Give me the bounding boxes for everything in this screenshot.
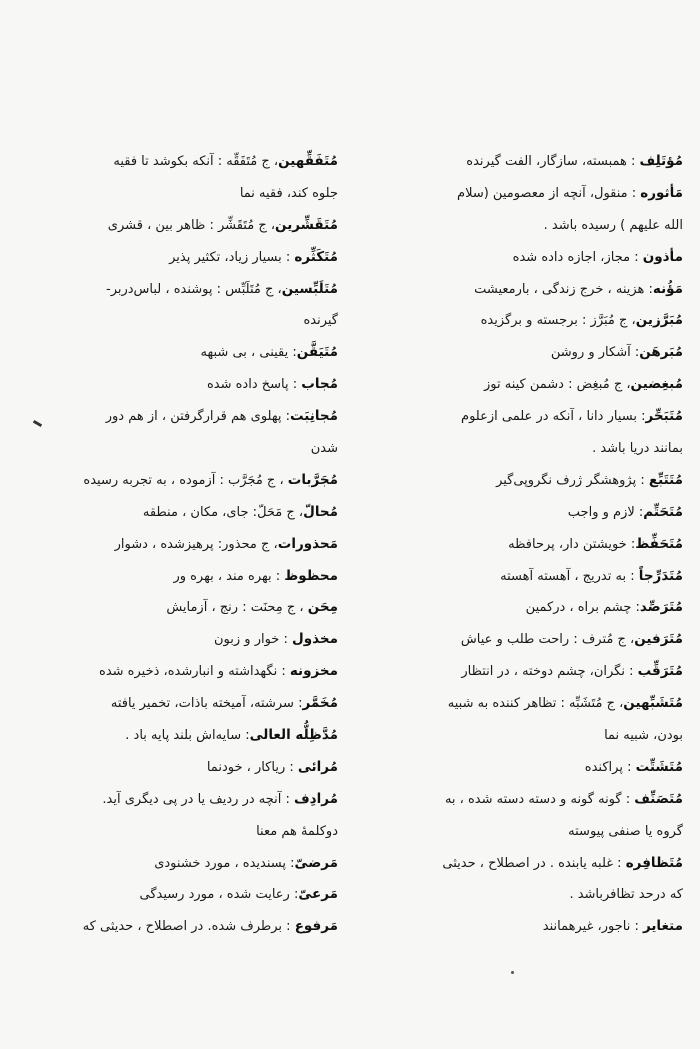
glossary-line (348, 879, 683, 911)
glossary-term: مُرائی (297, 758, 338, 775)
glossary-line (18, 369, 338, 401)
glossary-definition: : غلبه یابنده . در اصطلاح ، حدیثی (442, 855, 626, 871)
glossary-term: مُتَرَفین (634, 631, 683, 648)
glossary-definition: : آنچه در ردیف یا در پی دیگری آید. (102, 791, 294, 807)
glossary-line (348, 337, 683, 369)
glossary-term: مُبَرهَن (639, 344, 683, 361)
glossary-term: مُبغِضین (630, 376, 683, 393)
glossary-definition: : سرشته، آمیخته باذات، تخمیر یافته (110, 696, 303, 712)
glossary-line (18, 210, 338, 242)
glossary-line (348, 720, 683, 752)
glossary-term: مُجَرَّبات (287, 471, 338, 488)
glossary-term: مُتَتَبِّع (648, 471, 683, 488)
glossary-line (18, 337, 338, 369)
glossary-line (348, 274, 683, 306)
glossary-term: مُتَبَحِّر (645, 408, 683, 425)
glossary-line (348, 784, 683, 816)
glossary-definition: : پهلوی هم قرارگرفتن ، از هم دور (105, 409, 290, 425)
glossary-term: مُحالّ (303, 503, 338, 520)
glossary-line (348, 688, 683, 720)
glossary-definition: گیرنده (303, 313, 338, 329)
glossary-line (18, 592, 338, 624)
glossary-term: مَرفوع (294, 918, 338, 935)
glossary-line (348, 529, 683, 561)
glossary-line (348, 911, 683, 943)
glossary-line (348, 401, 683, 433)
glossary-definition: : آشکار و روشن (550, 345, 640, 361)
glossary-term: مأذون (642, 248, 683, 265)
glossary-line (18, 178, 338, 210)
glossary-term: متغایر (642, 918, 683, 935)
glossary-term: مُتَیَقَّن (296, 344, 338, 361)
glossary-line (18, 624, 338, 656)
glossary-definition: : یقینی ، بی شبهه (200, 345, 297, 361)
glossary-definition: : نگهداشته و انبارشده، ذخیره شده (99, 664, 290, 680)
glossary-definition: : بسیار دانا ، آنکه در علمی ازعلوم (461, 409, 646, 425)
glossary-term: مُتَرَقِّب (637, 663, 683, 680)
glossary-definition: ، ج مَحَلّ: جای، مکان ، منطقه (142, 504, 304, 520)
glossary-line (18, 656, 338, 688)
glossary-definition: ، ج مُبغِض : دشمن کینه توز (483, 377, 631, 393)
glossary-line (18, 465, 338, 497)
glossary-line (18, 242, 338, 274)
glossary-line (348, 624, 683, 656)
glossary-term: مَرضیّ (294, 854, 338, 871)
glossary-line (18, 274, 338, 306)
glossary-line (348, 561, 683, 593)
glossary-line (18, 497, 338, 529)
glossary-definition: : بهره مند ، بهره ور (173, 568, 285, 584)
glossary-line (348, 592, 683, 624)
glossary-line (348, 848, 683, 880)
glossary-line (18, 720, 338, 752)
glossary-definition: ، ج مُترف : راحت طلب و عیاش (460, 632, 635, 648)
glossary-definition: : پژوهشگر ژرف نگروپی‌گیر (496, 472, 649, 488)
glossary-definition: که درحد تظافرباشد . (569, 887, 683, 903)
glossary-term: مَحذورات (277, 535, 338, 552)
glossary-definition: : مجاز، اجازه داده شده (512, 249, 643, 265)
glossary-line (348, 816, 683, 848)
glossary-line (348, 497, 683, 529)
glossary-definition: جلوه کند، فقیه نما (239, 185, 338, 201)
glossary-definition: : لازم و واجب (567, 504, 644, 520)
glossary-term: مُتَدَرِّجاً (638, 567, 683, 584)
glossary-definition: : منقول، آنچه از معصومین (سلام (457, 185, 641, 201)
glossary-definition: : پسندیده ، مورد خشنودی (154, 855, 295, 871)
glossary-line (18, 401, 338, 433)
glossary-line (18, 305, 338, 337)
glossary-term: مَؤُنه (652, 280, 683, 297)
glossary-definition: : ریاکار ، خودنما (206, 759, 298, 775)
glossary-term: مُجانِبَت (289, 408, 338, 425)
glossary-line (18, 879, 338, 911)
glossary-definition: : چشم براه ، درکمین (525, 600, 640, 616)
glossary-term: مُتَشَتِّت (635, 758, 683, 775)
glossary-line (18, 752, 338, 784)
glossary-line (18, 816, 338, 848)
glossary-definition: دوکلمهٔ هم معنا (256, 823, 338, 839)
glossary-definition: : خوار و زبون (214, 632, 292, 648)
glossary-definition: : ناجور، غیرهمانند (542, 919, 643, 935)
glossary-term: مُخَمَّر (302, 695, 338, 712)
glossary-line (18, 784, 338, 816)
glossary-term: مُرادِف (294, 790, 338, 807)
glossary-definition: : خویشتن دار، پرحافظه (508, 536, 636, 552)
glossary-definition: گروه یا صنفی پیوسته (568, 823, 683, 839)
glossary-line (18, 688, 338, 720)
glossary-term: مخذول (292, 631, 338, 648)
glossary-definition: الله علیهم ) رسیده باشد . (543, 217, 683, 233)
glossary-definition: بمانند دریا باشد . (592, 441, 683, 457)
glossary-line (348, 369, 683, 401)
glossary-line (18, 561, 338, 593)
glossary-definition: ، ج مِحنَت : رنج ، آزمایش (166, 600, 308, 616)
glossary-term: مَأثوره (640, 184, 683, 201)
glossary-definition: : بسیار زیاد، تکثیر پذیر (169, 249, 295, 265)
glossary-column-right (348, 146, 683, 943)
page-dot (511, 971, 514, 974)
glossary-definition: : پراکنده (584, 759, 636, 775)
glossary-term: مُتَفَقِّهین (278, 153, 338, 169)
glossary-term: مُتَقَشِّرین (275, 216, 338, 233)
glossary-definition: ، ج مُبَرَّز : برجسته و برگزیده (480, 313, 636, 329)
glossary-definition: بودن، شبیه نما (604, 728, 683, 744)
glossary-definition: شدن (310, 441, 338, 457)
glossary-definition: ، ج مُتَفَقِّه : آنکه بکوشد تا فقیه (113, 154, 279, 169)
glossary-line (348, 305, 683, 337)
glossary-definition: : گونه گونه و دسته دسته شده ، به (444, 791, 635, 807)
glossary-definition: : همبسته، سازگار، الفت گیرنده (466, 154, 640, 169)
glossary-line (348, 656, 683, 688)
glossary-term: مُتَکَثِّره (294, 248, 338, 265)
glossary-term: مُتَحَفِّظ (635, 535, 683, 552)
glossary-definition: ، ج مُتَقَشِّر : ظاهر بین ، قشری (107, 217, 276, 233)
glossary-definition: : برطرف شده. در اصطلاح ، حدیثی که (82, 919, 295, 935)
glossary-line (18, 529, 338, 561)
glossary-term: مخزونه (289, 663, 338, 680)
glossary-term: مُدَّظِلُّه العالی (249, 727, 338, 744)
glossary-term: مُتَظافِره (625, 854, 683, 871)
glossary-line (18, 146, 338, 178)
glossary-term: مُؤتَلِف (639, 153, 683, 169)
glossary-term: مَرعیّ (298, 886, 338, 903)
glossary-term: مُبَرَّزین (635, 312, 683, 329)
glossary-definition: : نگران، چشم دوخته ، در انتظار (461, 664, 638, 680)
glossary-definition: ، ج محذور: پرهیزشده ، دشوار (114, 536, 278, 552)
glossary-column-left (18, 146, 338, 943)
glossary-definition: ، ج مُتَلَبِّس : پوشنده ، لباس‌دربر- (106, 281, 282, 297)
glossary-definition: : سایه‌اش بلند پایه باد . (125, 728, 250, 744)
glossary-line (18, 433, 338, 465)
glossary-definition: : رعایت شده ، مورد رسیدگی (139, 887, 299, 903)
glossary-line (348, 146, 683, 178)
glossary-definition: : هزینه ، خرج زندگی ، بارمعیشت (474, 281, 653, 297)
glossary-term: مُتَرَصِّد (639, 599, 683, 616)
glossary-line (348, 433, 683, 465)
glossary-line (348, 465, 683, 497)
glossary-definition: : پاسخ داده شده (206, 377, 302, 393)
glossary-line (348, 178, 683, 210)
glossary-term: مُتَحَتِّم (643, 503, 683, 520)
glossary-term: مُتَلَبِّسین (281, 280, 338, 297)
glossary-term: مُتَشَبِّهین (623, 695, 683, 712)
glossary-definition: ، ج مُجَرَّب : آزموده ، به تجربه رسیده (83, 472, 288, 488)
glossary-line (348, 752, 683, 784)
glossary-line (348, 210, 683, 242)
glossary-term: محظوظ (284, 567, 338, 584)
glossary-line (348, 242, 683, 274)
glossary-line (18, 848, 338, 880)
glossary-term: مُتَصَنِّف (634, 790, 683, 807)
glossary-definition: : به تدریج ، آهسته آهسته (500, 568, 639, 584)
glossary-term: مُجاب (301, 376, 338, 393)
glossary-line (18, 911, 338, 943)
glossary-term: مِحَن (307, 599, 338, 616)
glossary-definition: ، ج مُتَشَبِّه : تظاهر کننده به شبیه (447, 696, 624, 712)
